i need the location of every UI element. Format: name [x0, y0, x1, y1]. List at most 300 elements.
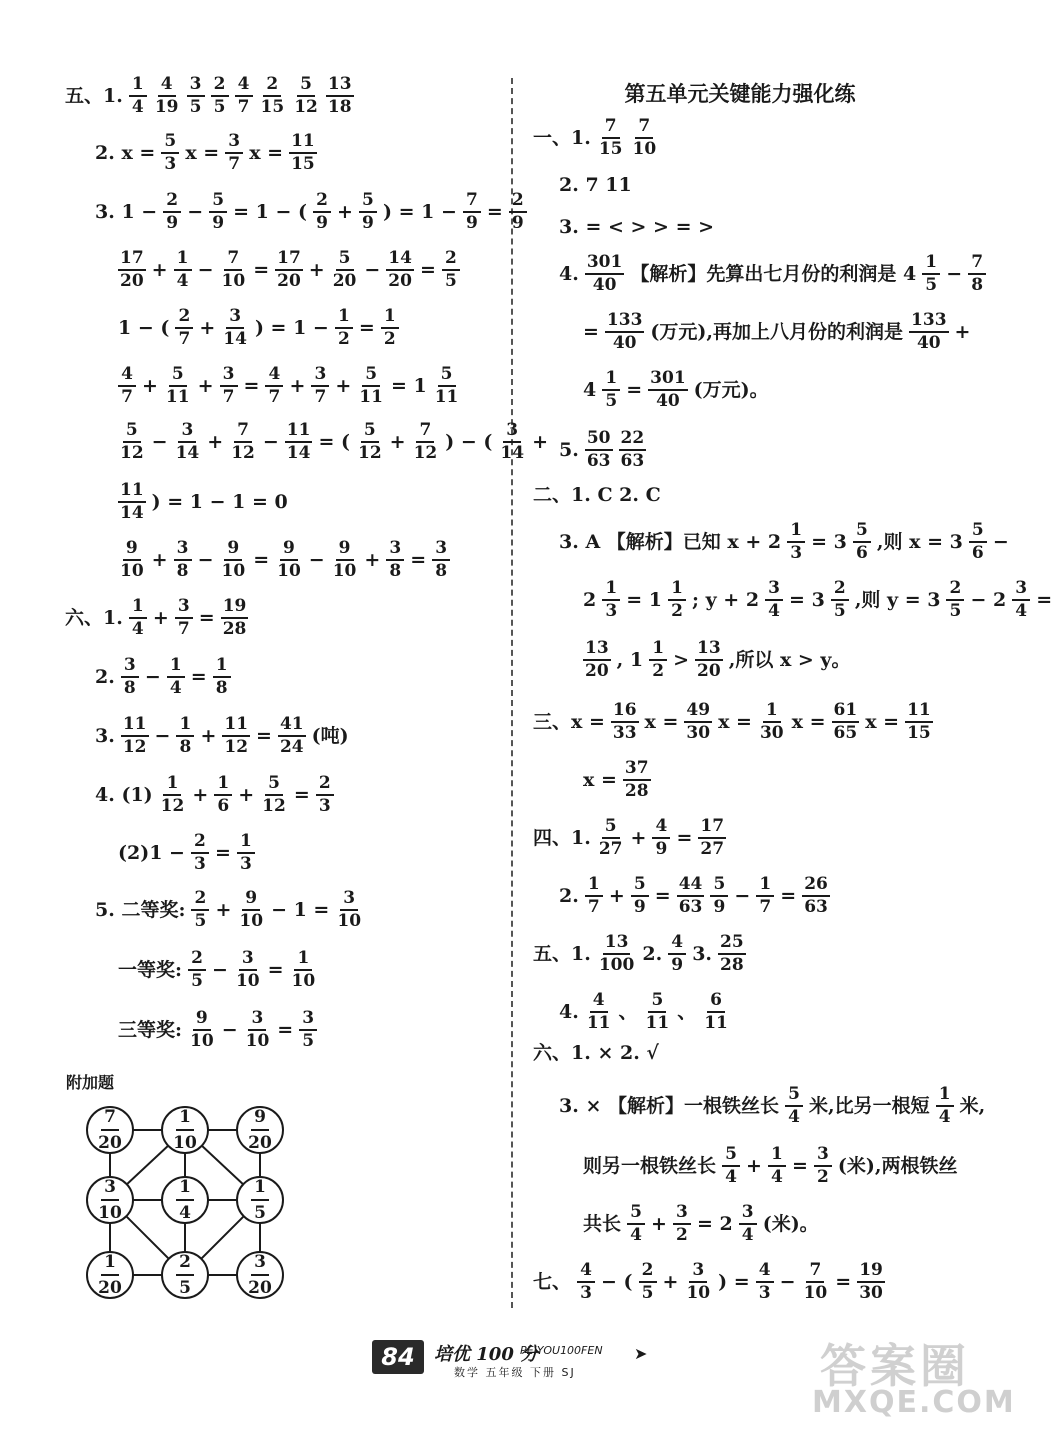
fraction	[597, 934, 637, 974]
numerator: 3	[765, 580, 783, 601]
fraction	[765, 580, 783, 620]
numerator: 13	[695, 640, 723, 661]
equation-text: 一、1.	[533, 126, 591, 149]
denominator: 12	[160, 796, 185, 816]
numerator: 3	[311, 366, 329, 387]
equation-text: 米,比另一根短	[809, 1094, 930, 1117]
fraction	[386, 250, 414, 290]
equation-text: − 2	[970, 588, 1007, 611]
numerator: 5	[853, 522, 871, 543]
numerator: 5	[438, 366, 456, 387]
numerator: 17	[698, 818, 726, 839]
equation-text: −	[262, 430, 279, 453]
numerator: 1	[251, 1177, 269, 1201]
equation-text: 3. = < > > = >	[559, 216, 715, 238]
equation-text: (万元)。	[693, 378, 769, 401]
numerator: 5	[969, 522, 987, 543]
equation-text: 5. 二等奖:	[95, 898, 186, 921]
numerator: 2	[163, 192, 181, 213]
denominator: 14	[500, 443, 525, 463]
numerator: 3	[432, 540, 450, 561]
denominator: 7	[178, 329, 191, 349]
fraction	[718, 934, 746, 974]
puzzle-circle	[161, 1106, 209, 1154]
denominator: 5	[605, 391, 618, 411]
numerator: 3	[174, 540, 192, 561]
numerator: 5	[722, 1146, 740, 1167]
denominator: 5	[179, 1278, 191, 1298]
denominator: 63	[678, 897, 703, 917]
fraction	[722, 1146, 740, 1186]
denominator: 2	[337, 329, 350, 349]
answer-line	[556, 254, 989, 294]
numerator: 2	[316, 775, 334, 796]
denominator: 8	[971, 275, 984, 295]
denominator: 5	[254, 1203, 266, 1223]
equation-text: =	[419, 258, 436, 281]
numerator: 9	[280, 540, 298, 561]
numerator: 1	[763, 702, 781, 723]
denominator: 10	[245, 1031, 270, 1051]
fraction	[442, 250, 460, 290]
denominator: 10	[803, 1283, 828, 1303]
fraction	[96, 1252, 124, 1298]
numerator: 1	[787, 522, 805, 543]
equation-text: +	[215, 898, 232, 921]
equation-text: 六、1.	[65, 606, 123, 629]
equation-text: +	[142, 374, 158, 397]
equation-text: x =	[865, 710, 900, 733]
answer-line	[115, 308, 402, 348]
denominator: 20	[98, 1278, 122, 1298]
denominator: 4	[169, 678, 182, 698]
fraction	[246, 1107, 274, 1153]
numerator: 7	[416, 422, 434, 443]
equation-text: −	[992, 530, 1009, 553]
equation-text: ) =	[718, 1270, 750, 1293]
denominator: 10	[332, 561, 357, 581]
equation-text: = 3	[811, 530, 847, 553]
equation-text: =	[243, 374, 260, 397]
equation-text: 五、1.	[65, 84, 123, 107]
puzzle-circle	[236, 1106, 284, 1154]
fraction	[648, 370, 688, 410]
numerator: 4	[652, 818, 670, 839]
fraction	[188, 1010, 216, 1050]
fraction	[758, 702, 786, 742]
equation-text: − (	[601, 1270, 633, 1293]
denominator: 5	[641, 1283, 654, 1303]
fraction	[814, 1146, 832, 1186]
denominator: 27	[598, 839, 623, 859]
numerator: 1	[936, 1086, 954, 1107]
denominator: 3	[790, 543, 803, 563]
fraction	[756, 1262, 774, 1302]
fraction	[644, 992, 672, 1032]
numerator: 1	[214, 775, 232, 796]
fraction	[176, 716, 194, 756]
numerator: 9	[242, 890, 260, 911]
equation-text: =	[583, 320, 599, 343]
fraction	[577, 1262, 595, 1302]
equation-text: +	[199, 316, 216, 339]
answer-line	[556, 522, 1012, 562]
denominator: 12	[224, 737, 249, 757]
numerator: 5	[336, 250, 354, 271]
equation-text: =	[676, 826, 693, 849]
equation-text: −	[779, 1270, 796, 1293]
numerator: 22	[619, 430, 647, 451]
denominator: 4	[176, 271, 189, 291]
answer-line	[580, 580, 1055, 620]
fraction	[710, 876, 728, 916]
numerator: 1	[176, 1177, 194, 1201]
fraction	[359, 192, 377, 232]
fraction	[129, 76, 147, 116]
arrow-icon: ➤	[634, 1344, 648, 1363]
equation-text: =	[190, 665, 207, 688]
fraction	[853, 522, 871, 562]
fraction	[768, 1146, 786, 1186]
denominator: 12	[294, 97, 318, 117]
equation-text: (2)1 −	[118, 841, 185, 864]
fraction	[652, 818, 670, 858]
numerator: 1	[167, 657, 185, 678]
equation-text: 2. 7 11	[559, 174, 632, 196]
equation-text: −	[151, 430, 168, 453]
numerator: 2	[191, 890, 209, 911]
denominator: 14	[286, 443, 311, 463]
denominator: 5	[302, 1031, 315, 1051]
equation-text: +	[207, 430, 224, 453]
fraction	[163, 192, 181, 232]
fraction	[121, 716, 149, 756]
denominator: 11	[704, 1013, 728, 1033]
numerator: 2	[442, 250, 460, 271]
equation-text: 5.	[559, 438, 579, 461]
denominator: 10	[337, 911, 362, 931]
equation-text: =	[253, 548, 270, 571]
fraction	[209, 192, 227, 232]
equation-text: 、	[677, 1000, 697, 1023]
denominator: 20	[248, 1133, 272, 1153]
answer-line	[580, 640, 853, 680]
answer-line	[530, 486, 664, 505]
fraction	[787, 522, 805, 562]
denominator: 20	[120, 271, 144, 291]
denominator: 2	[383, 329, 396, 349]
numerator: 41	[278, 716, 306, 737]
fraction	[311, 366, 329, 406]
denominator: 2	[652, 661, 665, 681]
answer-line	[556, 176, 635, 195]
puzzle-circle	[161, 1176, 209, 1224]
equation-text: =	[654, 884, 671, 907]
fraction	[802, 876, 830, 916]
fraction	[285, 422, 313, 462]
denominator: 40	[612, 333, 637, 353]
answer-line	[556, 992, 733, 1032]
numerator: 3	[689, 1262, 707, 1283]
equation-text: −	[212, 958, 228, 981]
denominator: 10	[173, 1133, 197, 1153]
fraction	[153, 76, 181, 116]
equation-text: =	[277, 1018, 294, 1041]
fraction	[229, 422, 257, 462]
puzzle-circle	[86, 1176, 134, 1224]
denominator: 3	[194, 854, 206, 874]
fraction	[222, 716, 250, 756]
numerator: 1	[602, 370, 620, 391]
equation-text: 4.	[559, 262, 579, 285]
numerator: 1	[129, 598, 147, 619]
denominator: 15	[907, 723, 931, 743]
fraction	[191, 833, 209, 873]
denominator: 10	[277, 561, 301, 581]
equation-text: (米)。	[762, 1212, 819, 1235]
equation-text: = 1	[626, 588, 662, 611]
numerator: 1	[585, 876, 603, 897]
equation-text: +	[335, 374, 352, 397]
fraction	[175, 598, 193, 638]
fraction	[211, 76, 229, 116]
numerator: 6	[707, 992, 725, 1013]
fraction	[832, 702, 860, 742]
equation-text: =	[267, 958, 284, 981]
denominator: 20	[585, 661, 609, 681]
answer-line	[556, 876, 833, 916]
equation-text: 2.	[95, 665, 115, 688]
denominator: 15	[598, 139, 623, 159]
numerator: 2	[175, 308, 193, 329]
equation-text: +	[308, 258, 325, 281]
denominator: 9	[465, 213, 478, 233]
denominator: 5	[949, 601, 962, 621]
denominator: 5	[194, 911, 207, 931]
fraction	[639, 1262, 657, 1302]
fraction	[433, 366, 461, 406]
denominator: 4	[771, 1167, 783, 1187]
numerator: 5	[169, 366, 187, 387]
fraction	[412, 422, 440, 462]
denominator: 6	[855, 543, 868, 563]
fraction	[831, 580, 849, 620]
fraction	[356, 422, 384, 462]
answer-line	[115, 366, 463, 406]
numerator: 1	[174, 250, 192, 271]
numerator: 1	[335, 308, 353, 329]
denominator: 24	[279, 737, 304, 757]
fraction	[164, 366, 192, 406]
numerator: 11	[121, 716, 149, 737]
equation-text: −	[734, 884, 751, 907]
equation-text: x =	[185, 141, 220, 164]
denominator: 40	[656, 391, 680, 411]
answer-line	[580, 370, 772, 410]
denominator: 5	[191, 971, 203, 991]
equation-text: =	[410, 548, 427, 571]
answer-line	[580, 1146, 960, 1186]
numerator: 5	[209, 192, 227, 213]
equation-text: 六、1. × 2. √	[533, 1042, 659, 1064]
numerator: 3	[225, 133, 243, 154]
answer-line	[92, 775, 337, 815]
denominator: 65	[833, 723, 858, 743]
brand-latin: PEIYOU100FEN	[520, 1344, 603, 1357]
fraction	[176, 1177, 194, 1223]
denominator: 8	[215, 678, 228, 698]
equation-text: 3.	[692, 942, 713, 965]
equation-text: 则另一根铁丝长	[583, 1154, 717, 1177]
answer-line	[92, 133, 320, 173]
denominator: 4	[938, 1107, 951, 1127]
numerator: 7	[602, 118, 620, 139]
fraction	[509, 192, 527, 232]
numerator: 3	[248, 1010, 266, 1031]
numerator: 44	[677, 876, 705, 897]
fraction	[221, 308, 249, 348]
numerator: 1	[237, 833, 255, 854]
fraction	[585, 876, 603, 916]
fraction	[159, 775, 187, 815]
answer-line	[115, 250, 463, 290]
fraction	[677, 876, 705, 916]
equation-text: +	[151, 548, 168, 571]
numerator: 4	[668, 934, 686, 955]
equation-text: −	[187, 200, 204, 223]
fraction	[585, 430, 613, 470]
answer-line	[115, 950, 320, 990]
fraction	[96, 1177, 124, 1223]
denominator: 5	[925, 275, 938, 295]
numerator: 61	[832, 702, 860, 723]
numerator: 25	[718, 934, 746, 955]
fraction	[585, 992, 613, 1032]
equation-text: 3. × 【解析】一根铁丝长	[559, 1094, 779, 1117]
denominator: 33	[612, 723, 637, 743]
numerator: 4	[118, 366, 136, 387]
fraction	[597, 118, 625, 158]
denominator: 7	[587, 897, 600, 917]
equation-text: −	[308, 548, 325, 571]
answer-line	[580, 1204, 822, 1244]
fraction	[668, 934, 686, 974]
denominator: 10	[239, 911, 264, 931]
equation-text: −	[946, 262, 963, 285]
fraction	[611, 702, 639, 742]
denominator: 2	[671, 601, 683, 621]
equation-text: −	[154, 724, 171, 747]
answer-line	[580, 312, 973, 352]
numerator: 5	[161, 133, 179, 154]
equation-text: 【解析】先算出七月份的利润是 4	[630, 262, 917, 285]
denominator: 20	[98, 1133, 122, 1153]
answer-line	[556, 218, 717, 237]
numerator: 5	[602, 818, 620, 839]
denominator: 8	[179, 737, 192, 757]
fraction	[857, 1262, 885, 1302]
numerator: 7	[635, 118, 653, 139]
equation-text: +	[238, 783, 255, 806]
numerator: 1	[756, 876, 774, 897]
extra-question-title: 附加题	[66, 1073, 115, 1092]
answer-line	[556, 430, 649, 470]
numerator: 1	[163, 775, 181, 796]
equation-text: , 1	[616, 648, 644, 671]
answer-line	[580, 760, 654, 800]
puzzle-circle	[236, 1176, 284, 1224]
equation-text: 五、1.	[533, 942, 591, 965]
page-number: 84	[372, 1340, 424, 1374]
fraction	[246, 1252, 274, 1298]
fraction	[585, 254, 625, 294]
fraction	[188, 950, 206, 990]
numerator: 2	[191, 833, 209, 854]
fraction	[278, 716, 306, 756]
numerator: 1	[668, 580, 686, 601]
fraction	[176, 1252, 194, 1298]
denominator: 11	[645, 1013, 670, 1033]
denominator: 7	[228, 154, 241, 174]
equation-text: −	[197, 548, 214, 571]
numerator: 4	[235, 76, 253, 97]
numerator: 13	[326, 76, 354, 97]
fraction	[463, 192, 481, 232]
equation-text: +	[151, 258, 168, 281]
equation-text: +	[662, 1270, 679, 1293]
numerator: 2	[946, 580, 964, 601]
denominator: 100	[598, 955, 635, 975]
denominator: 3	[164, 154, 177, 174]
fraction	[802, 1262, 830, 1302]
equation-text: +	[200, 724, 217, 747]
denominator: 8	[123, 678, 136, 698]
numerator: 1	[101, 1252, 119, 1276]
equation-text: 4	[583, 378, 597, 401]
fraction	[631, 876, 649, 916]
numerator: 11	[289, 133, 317, 154]
equation-text: = (	[318, 430, 350, 453]
equation-text: −	[197, 258, 214, 281]
fraction	[631, 118, 659, 158]
equation-text: ,则 y = 3	[854, 588, 941, 611]
numerator: 3	[251, 1252, 269, 1276]
fraction	[167, 657, 185, 697]
numerator: 301	[648, 370, 688, 391]
denominator: 14	[175, 443, 200, 463]
numerator: 2	[188, 950, 206, 971]
numerator: 13	[583, 640, 611, 661]
denominator: 5	[213, 97, 226, 117]
fraction	[695, 640, 723, 680]
denominator: 12	[357, 443, 382, 463]
denominator: 12	[413, 443, 438, 463]
denominator: 3	[758, 1283, 771, 1303]
fraction	[331, 250, 359, 290]
equation-text: x =	[718, 710, 752, 733]
denominator: 8	[176, 561, 189, 581]
numerator: 1	[294, 950, 312, 971]
denominator: 9	[511, 213, 524, 233]
equation-text: 四、1.	[533, 826, 591, 849]
equation-text: 一等奖:	[118, 958, 183, 981]
answer-line	[115, 1010, 320, 1050]
fraction	[221, 598, 249, 638]
numerator: 50	[585, 430, 613, 451]
numerator: 1	[602, 580, 620, 601]
denominator: 28	[720, 955, 744, 975]
numerator: 3	[1012, 580, 1030, 601]
